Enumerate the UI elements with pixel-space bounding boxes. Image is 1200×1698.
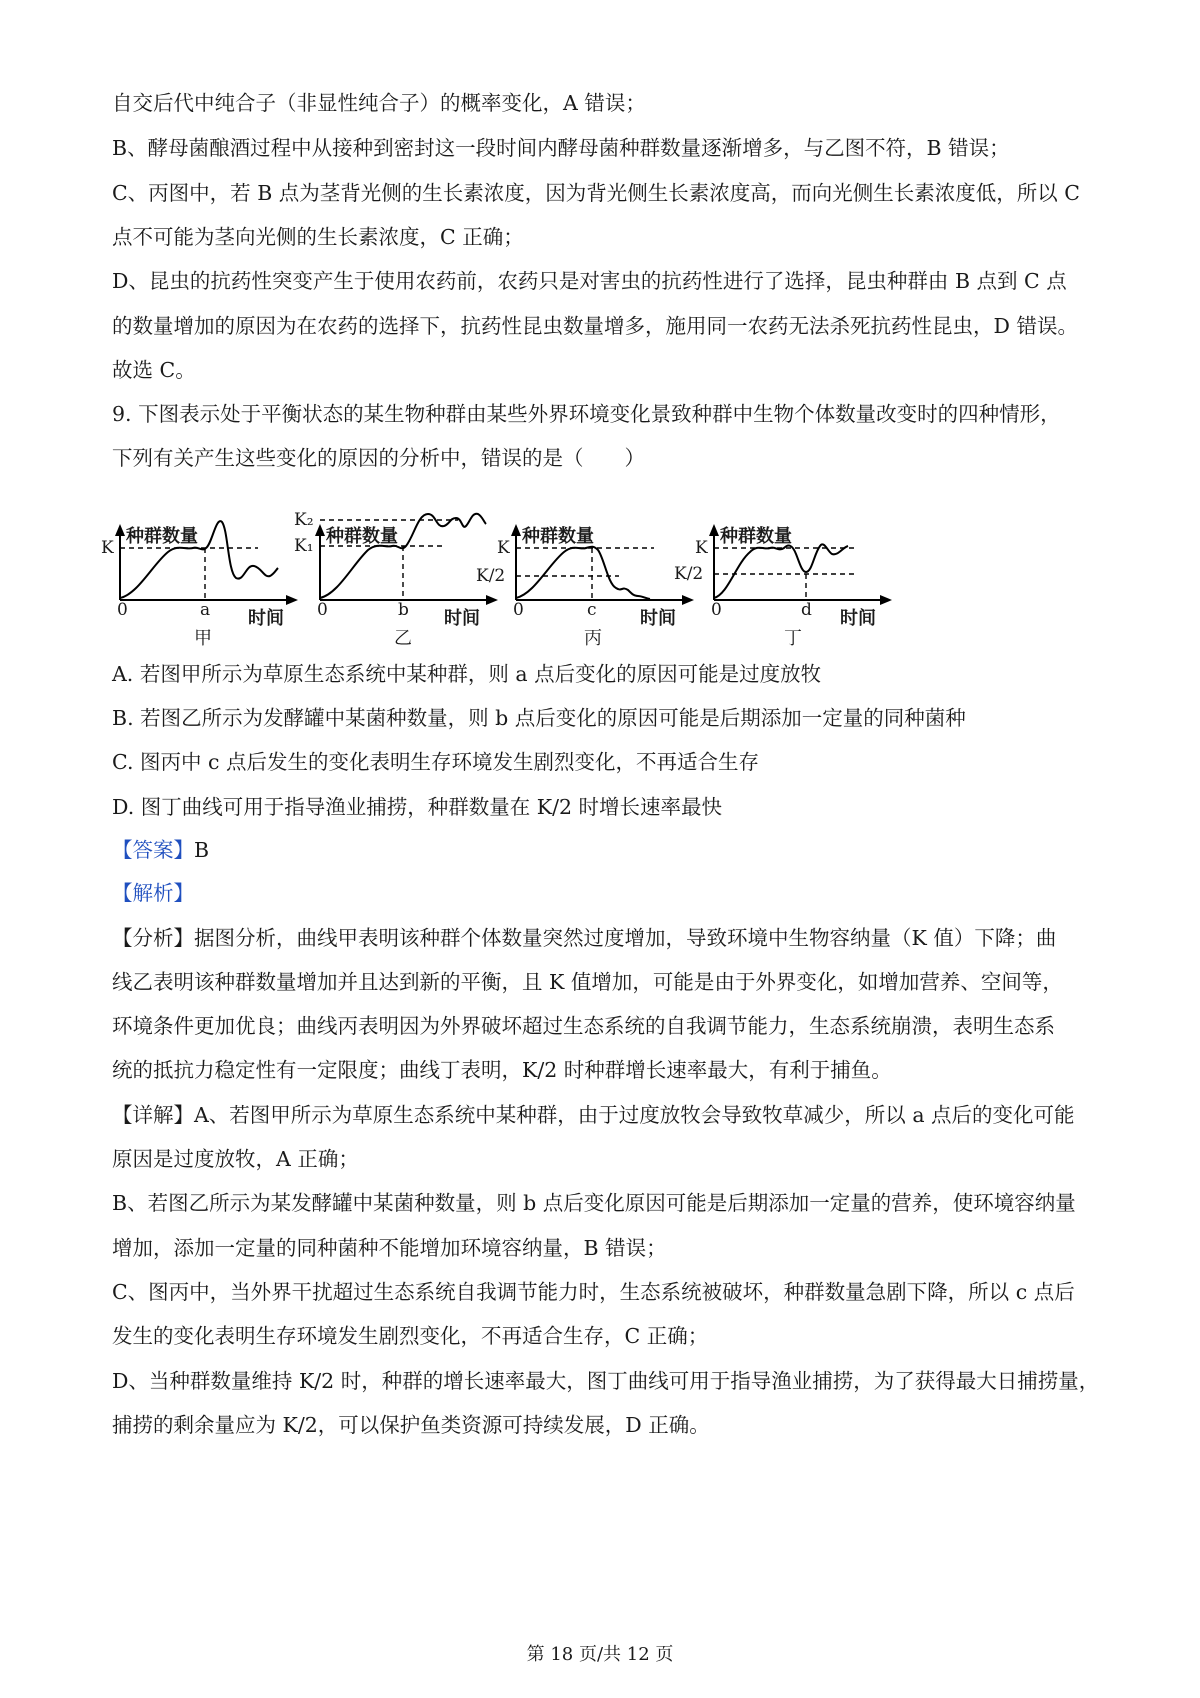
x-axis-label: 时间 (444, 608, 480, 629)
y-axis-label: 种群数量 (326, 526, 398, 547)
text-line: 的数量增加的原因为在农药的选择下，抗药性昆虫数量增多，施用同一农药无法杀死抗药性昆虫，D 错误。 (112, 314, 1078, 338)
figure-caption: 乙 (394, 628, 412, 649)
level-label: K/2 (674, 564, 704, 584)
y-axis-label: 种群数量 (126, 526, 198, 547)
y-axis-label: 种群数量 (720, 526, 792, 547)
option-a: A. 若图甲所示为草原生态系统中某种群，则 a 点后变化的原因可能是过度放牧 (112, 662, 822, 686)
level-label: K₂ (294, 510, 314, 530)
text-line: 原因是过度放牧，A 正确； (112, 1147, 359, 1171)
text-line: 线乙表明该种群数量增加并且达到新的平衡，且 K 值增加，可能是由于外界变化，如增加营养、空间等， (112, 970, 1063, 994)
level-label: K₁ (294, 536, 314, 556)
figure-caption: 丙 (584, 628, 602, 649)
option-c: C. 图丙中 c 点后发生的变化表明生存环境发生剧烈变化，不再适合生存 (112, 750, 759, 774)
level-label: K/2 (476, 566, 506, 586)
text-line: 发生的变化表明生存环境发生剧烈变化，不再适合生存，C 正确； (112, 1324, 709, 1348)
option-d: D. 图丁曲线可用于指导渔业捕捞，种群数量在 K/2 时增长速率最快 (112, 795, 723, 819)
page-footer: 第 18 页/共 12 页 (526, 1644, 674, 1665)
level-label: K (101, 538, 114, 558)
origin-label: 0 (711, 600, 722, 620)
text-line: 自交后代中纯合子（非显性纯合子）的概率变化，A 错误； (112, 91, 646, 115)
text-line: 环境条件更加优良；曲线丙表明因为外界破坏超过生态系统的自我调节能力，生态系统崩溃，表明生态系 (112, 1014, 1055, 1038)
text-line: 统的抵抗力稳定性有一定限度；曲线丁表明，K/2 时种群增长速率最大，有利于捕鱼。 (112, 1058, 892, 1082)
point-label: d (801, 600, 812, 620)
answer-value: B (194, 838, 210, 862)
analysis-label: 【解析】 (112, 881, 194, 905)
point-label: a (200, 600, 211, 620)
figure-caption: 甲 (194, 628, 212, 649)
text-line: 点不可能为茎向光侧的生长素浓度，C 正确； (112, 225, 524, 249)
text-line: 故选 C。 (112, 358, 196, 382)
text-line: 增加，添加一定量的同种菌种不能增加环境容纳量，B 错误； (112, 1236, 667, 1260)
point-label: b (398, 600, 409, 620)
origin-label: 0 (117, 600, 128, 620)
origin-label: 0 (317, 600, 328, 620)
text-line: 【分析】据图分析，曲线甲表明该种群个体数量突然过度增加，导致环境中生物容纳量（K 值）下降；曲 (112, 926, 1057, 950)
question-line: 下列有关产生这些变化的原因的分析中，错误的是（ ） (112, 446, 645, 470)
text-line: C、丙图中，若 B 点为茎背光侧的生长素浓度，因为背光侧生长素浓度高，而向光侧生长素浓度低，所以 C (112, 181, 1080, 205)
point-label: c (587, 600, 597, 620)
option-b: B. 若图乙所示为发酵罐中某菌种数量，则 b 点后变化的原因可能是后期添加一定量的同种菌种 (112, 706, 966, 730)
level-label: K (695, 538, 708, 558)
text-line: C、图丙中，当外界干扰超过生态系统自我调节能力时，生态系统被破坏，种群数量急剧下降，所以 c 点后 (112, 1280, 1075, 1304)
question-line: 9. 下图表示处于平衡状态的某生物种群由某些外界环境变化景致种群中生物个体数量改变时的四种情形， (112, 402, 1061, 426)
text-line: 【详解】A、若图甲所示为草原生态系统中某种群，由于过度放牧会导致牧草减少，所以 a 点后的变化可能 (112, 1103, 1075, 1127)
text-line: D、当种群数量维持 K/2 时，种群的增长速率最大，图丁曲线可用于指导渔业捕捞，为了获得最大日捕捞量， (112, 1369, 1100, 1393)
text-line: D、昆虫的抗药性突变产生于使用农药前，农药只是对害虫的抗药性进行了选择，昆虫种群由 B 点到 C 点 (112, 269, 1067, 293)
answer-line (112, 828, 1102, 873)
text-line: B、酵母菌酿酒过程中从接种到密封这一段时间内酵母菌种群数量逐渐增多，与乙图不符，B 错误； (112, 136, 1010, 160)
level-label: K (497, 538, 510, 558)
text-line: 捕捞的剩余量应为 K/2，可以保护鱼类资源可持续发展，D 正确。 (112, 1413, 710, 1437)
x-axis-label: 时间 (840, 608, 876, 629)
x-axis-label: 时间 (248, 608, 284, 629)
origin-label: 0 (513, 600, 524, 620)
x-axis-label: 时间 (640, 608, 676, 629)
figure-caption: 丁 (784, 628, 802, 649)
text-line: B、若图乙所示为某发酵罐中某菌种数量，则 b 点后变化原因可能是后期添加一定量的营养，使环境容纳量 (112, 1191, 1076, 1215)
answer-label: 【答案】 (112, 838, 194, 862)
y-axis-label: 种群数量 (522, 526, 594, 547)
